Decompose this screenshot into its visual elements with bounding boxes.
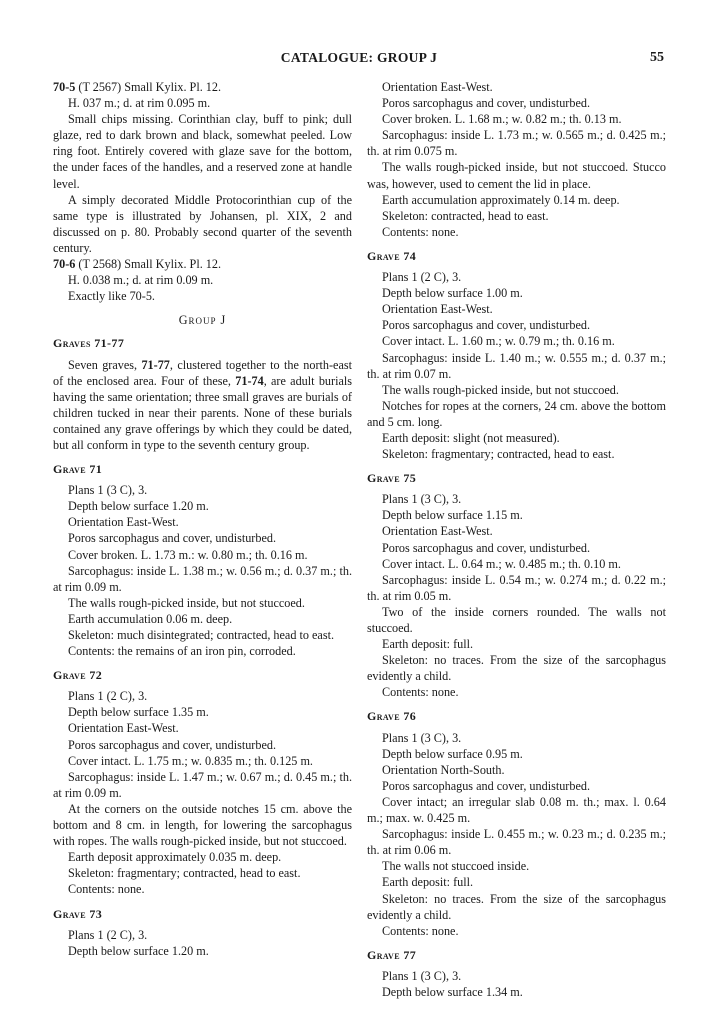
earth: Earth deposit approximately 0.035 m. deep.	[68, 850, 282, 865]
orientation: Orientation East-West.	[382, 302, 493, 317]
cover: Cover broken. L. 1.73 m.: w. 0.80 m.; th. 0.16 m.	[68, 547, 308, 562]
catalogue-title: (T 2568) Small Kylix. Pl. 12.	[75, 257, 222, 272]
contents: Contents: the remains of an iron pin, corroded.	[68, 644, 296, 659]
dimensions: H. 037 m.; d. at rim 0.095 m.	[68, 96, 211, 111]
depth: Depth below surface 1.00 m.	[382, 286, 523, 301]
material: Poros sarcophagus and cover, undisturbed.	[382, 540, 591, 555]
corners: Two of the inside corners rounded. The walls not stuccoed.	[367, 604, 666, 635]
intro-text: Seven graves,	[68, 357, 142, 372]
sarcophagus: Sarcophagus: inside L. 0.455 m.; w. 0.23 m.; d. 0.235 m.; th. at rim 0.06 m.	[367, 827, 666, 858]
sarcophagus: Sarcophagus: inside L. 1.40 m.; w. 0.555 m.; d. 0.37 m.; th. at rim 0.07 m.	[367, 350, 666, 381]
skeleton: Skeleton: fragmentary; contracted, head to east.	[68, 866, 301, 881]
skeleton: Skeleton: no traces. From the size of the sarcophagus evidently a child.	[367, 891, 666, 922]
walls: The walls rough-picked inside, but not stuccoed.	[68, 595, 305, 610]
plans: Plans 1 (3 C), 3.	[382, 492, 462, 507]
dimensions: H. 0.038 m.; d. at rim 0.09 m.	[68, 273, 214, 288]
plans: Plans 1 (3 C), 3.	[382, 730, 462, 745]
contents: Contents: none.	[382, 685, 459, 700]
catalogue-number: 70-6	[53, 257, 76, 272]
cover: Cover intact; an irregular slab 0.08 m. th.; max. l. 0.64 m.; max. w. 0.425 m.	[367, 794, 666, 826]
material: Poros sarcophagus and cover, undisturbed.	[68, 531, 277, 546]
group-title: Group J	[178, 313, 227, 328]
skeleton: Skeleton: no traces. From the size of the sarcophagus evidently a child.	[367, 653, 666, 684]
walls: The walls rough-picked inside, but not stuccoed. Stucco was, however, used to cement the lid in place.	[367, 160, 666, 191]
skeleton: Skeleton: much disintegrated; contracted, head to east.	[68, 628, 335, 642]
catalogue-entry-70-5	[53, 79, 352, 95]
material: Poros sarcophagus and cover, undisturbed.	[382, 318, 591, 333]
plans: Plans 1 (2 C), 3.	[382, 270, 462, 285]
grave-77-heading: Grave 77	[367, 947, 417, 962]
orientation: Orientation East-West.	[68, 515, 179, 530]
earth: Earth accumulation 0.06 m. deep.	[68, 611, 233, 626]
intro-text: , are adult burials having the same orientation; three small graves are burials of children tucked in near their parents. None of these burials contained any grave offerings by which they could be dated, but all conform in type to the seventh century group.	[53, 373, 352, 452]
earth: Earth accumulation approximately 0.14 m. deep.	[382, 192, 620, 207]
orientation: Orientation East-West.	[382, 80, 493, 94]
grave-72-heading: Grave 72	[53, 668, 103, 683]
catalogue-entry-70-6	[53, 256, 352, 272]
cover: Cover broken. L. 1.68 m.; w. 0.82 m.; th. 0.13 m.	[382, 112, 622, 127]
grave-74-heading: Grave 74	[367, 248, 417, 263]
catalogue-number: 70-5	[53, 80, 76, 94]
material: Poros sarcophagus and cover, undisturbed.	[68, 737, 277, 752]
material: Poros sarcophagus and cover, undisturbed.	[382, 96, 591, 111]
commentary-paragraph: A simply decorated Middle Protocorinthian cup of the same type is illustrated by Johansen, pl. XIX, 2 and discussed on p. 80. Probably second quarter of the seventh century.	[53, 192, 352, 255]
orientation: Orientation East-West.	[68, 721, 179, 736]
intro-paragraph	[53, 357, 352, 454]
contents: Contents: none.	[68, 882, 145, 897]
orientation: Orientation North-South.	[382, 762, 505, 777]
walls: The walls rough-picked inside, but not stuccoed.	[382, 382, 619, 397]
description-paragraph: Small chips missing. Corinthian clay, buff to pink; dull glaze, red to dark brown and black, somewhat peeled. Low ring foot. Entirely covered with glaze save for the bottom, the under faces of the handles, and a reserved zone at handle level.	[53, 112, 352, 191]
graves-heading: Graves 71-77	[53, 336, 125, 351]
comparison-note: Exactly like 70-5.	[68, 289, 155, 304]
notches: Notches for ropes at the corners, 24 cm. above the bottom and 5 cm. long.	[367, 398, 666, 429]
page-header	[54, 50, 664, 70]
grave-range: 71-74	[235, 373, 264, 388]
grave-71-heading: Grave 71	[53, 462, 103, 477]
contents: Contents: none.	[382, 923, 459, 938]
grave-range: 71-77	[141, 357, 170, 372]
contents: Contents: none.	[382, 224, 459, 239]
depth: Depth below surface 1.34 m.	[382, 984, 523, 999]
right-column	[367, 79, 666, 1000]
left-column	[53, 79, 352, 959]
grave-76-heading: Grave 76	[367, 709, 417, 724]
page-number: 55	[650, 50, 664, 65]
grave-75-heading: Grave 75	[367, 471, 417, 486]
earth: Earth deposit: full.	[382, 875, 474, 890]
skeleton: Skeleton: contracted, head to east.	[382, 208, 549, 223]
sarcophagus: Sarcophagus: inside L. 1.47 m.; w. 0.67 m.; d. 0.45 m.; th. at rim 0.09 m.	[53, 769, 352, 800]
depth: Depth below surface 0.95 m.	[382, 746, 523, 761]
notches: At the corners on the outside notches 15 cm. above the bottom and 8 cm. in length, for lowering the sarcophagus with ropes. The walls rough-picked inside, but not stuccoed.	[53, 801, 352, 849]
orientation: Orientation East-West.	[382, 524, 493, 539]
grave-73-heading: Grave 73	[53, 906, 103, 921]
plans: Plans 1 (3 C), 3.	[382, 968, 462, 983]
plans: Plans 1 (2 C), 3.	[68, 927, 148, 942]
cover: Cover intact. L. 1.60 m.; w. 0.79 m.; th. 0.16 m.	[382, 334, 615, 349]
plans: Plans 1 (3 C), 3.	[68, 483, 148, 498]
material: Poros sarcophagus and cover, undisturbed.	[382, 778, 591, 793]
intro-text: , clustered together to the north-east of the enclosed area. Four of these,	[53, 357, 352, 388]
earth: Earth deposit: full.	[382, 637, 474, 652]
cover: Cover intact. L. 1.75 m.; w. 0.835 m.; th. 0.125 m.	[68, 753, 313, 768]
sarcophagus: Sarcophagus: inside L. 1.73 m.; w. 0.565 m.; d. 0.425 m.; th. at rim 0.075 m.	[367, 128, 666, 159]
depth: Depth below surface 1.20 m.	[68, 943, 209, 958]
depth: Depth below surface 1.15 m.	[382, 508, 523, 523]
skeleton: Skeleton: fragmentary; contracted, head to east.	[382, 447, 615, 462]
sarcophagus: Sarcophagus: inside L. 0.54 m.; w. 0.274 m.; d. 0.22 m.; th. at rim 0.05 m.	[367, 572, 666, 603]
sarcophagus: Sarcophagus: inside L. 1.38 m.; w. 0.56 m.; d. 0.37 m.; th. at rim 0.09 m.	[53, 563, 352, 594]
earth: Earth deposit: slight (not measured).	[382, 430, 560, 445]
cover: Cover intact. L. 0.64 m.; w. 0.485 m.; th. 0.10 m.	[382, 556, 621, 571]
plans: Plans 1 (2 C), 3.	[68, 689, 148, 704]
catalogue-title: (T 2567) Small Kylix. Pl. 12.	[75, 80, 222, 94]
walls: The walls not stuccoed inside.	[382, 859, 530, 874]
depth: Depth below surface 1.20 m.	[68, 499, 209, 514]
running-head: CATALOGUE: GROUP J	[280, 50, 438, 65]
depth: Depth below surface 1.35 m.	[68, 705, 209, 720]
